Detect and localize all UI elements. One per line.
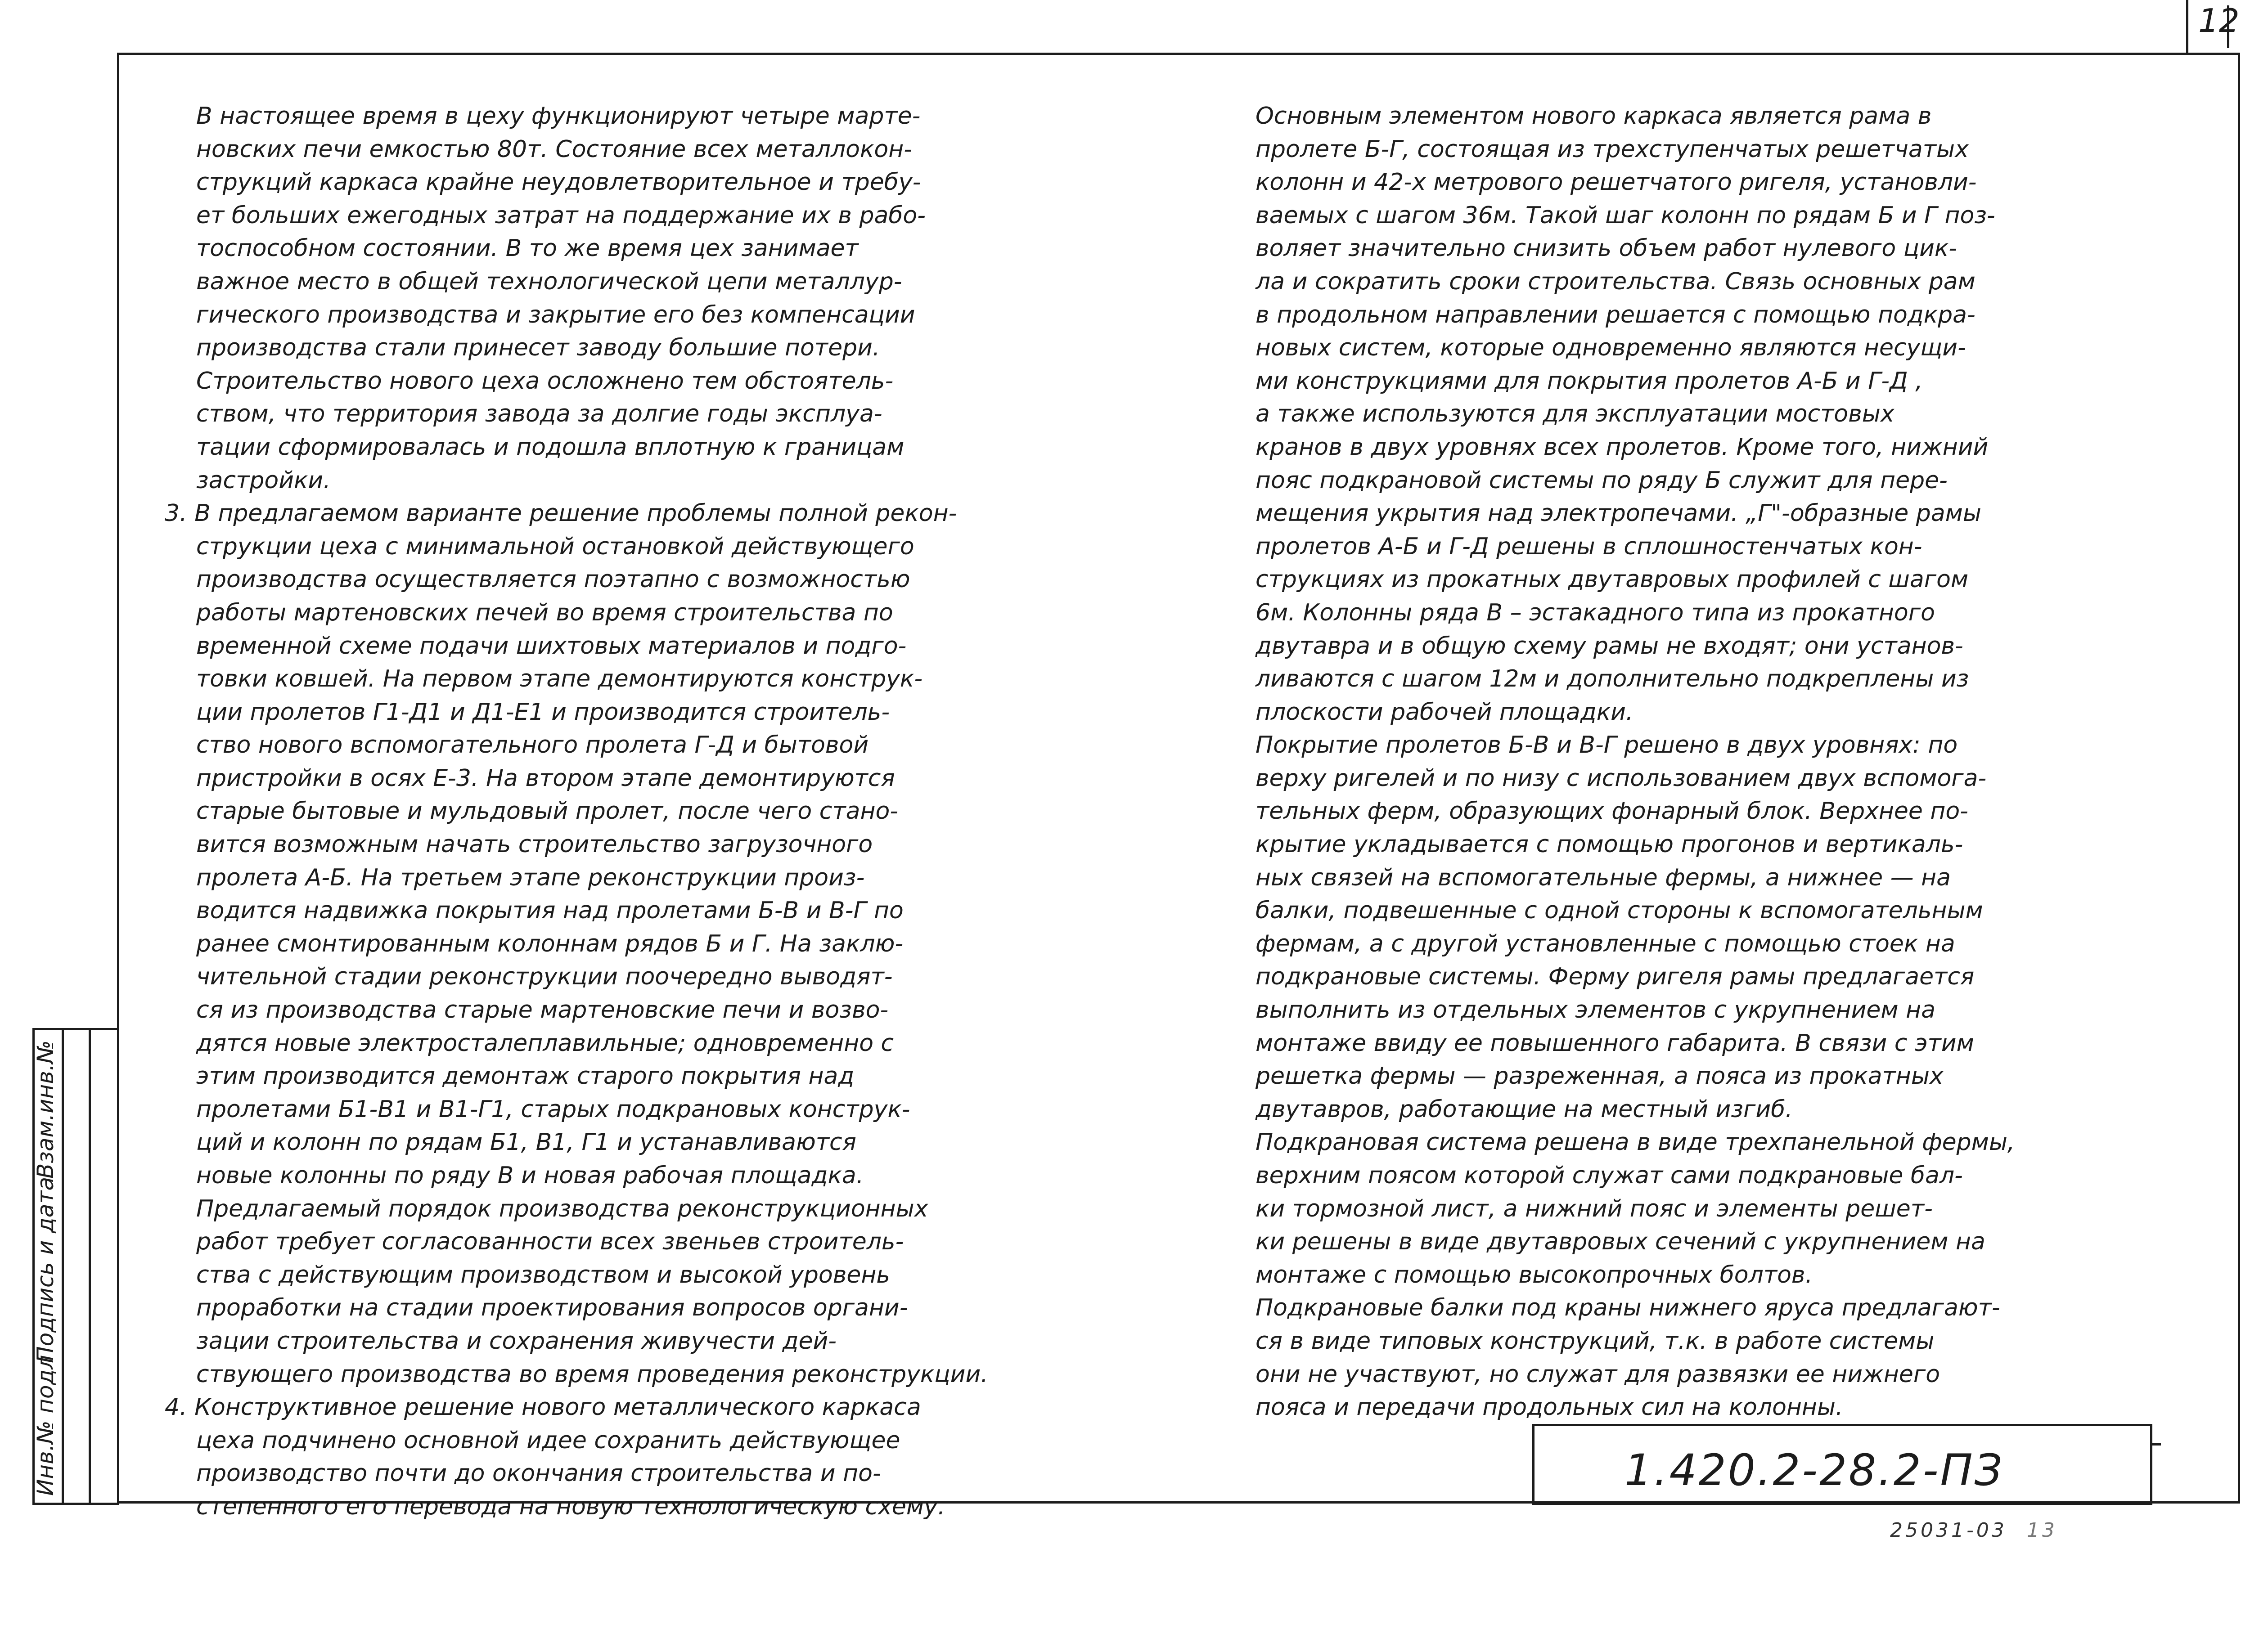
left-text-column [165,100,988,1524]
text-line: Покрытие пролетов Б-В и В-Г решено в двух уровнях: по [1256,732,1958,759]
text-line: ки решены в виде двутавровых сечений с укрупнением на [1256,1228,1985,1256]
text-line: пояс подкрановой системы по ряду Б служит для пере- [1256,467,1948,494]
margin-divider [89,1030,91,1503]
title-block [1532,1424,2152,1505]
text-line: вится возможным начать строительство загрузочного [196,831,873,858]
text-line: струкции цеха с минимальной остановкой действующего [196,533,914,560]
text-line: пролетов А-Б и Г-Д решены в сплошностенчатых кон- [1256,533,1922,560]
text-line: 4. Конструктивное решение нового металлического каркаса [165,1394,921,1421]
text-line: решетка фермы — разреженная, а пояса из прокатных [1256,1063,1944,1090]
text-line: чительной стадии реконструкции поочередно выводят- [196,963,893,991]
text-line: гического производства и закрытие его без компенсации [196,301,915,328]
text-line: тоспособном состоянии. В то же время цех занимает [196,235,859,262]
text-line: струкциях из прокатных двутавровых профилей с шагом [1256,566,1969,593]
text-line: ла и сократить сроки строительства. Связь основных рам [1256,268,1976,295]
margin-labels [29,1030,69,1499]
text-line: струкций каркаса крайне неудовлетворительное и требу- [196,169,921,196]
margin-label-vzam-inv: Взам.инв.№ [32,1040,58,1179]
text-line: этим производится демонтаж старого покрытия над [196,1063,855,1090]
text-line: водится надвижка покрытия над пролетами Б-В и В-Г по [196,897,904,925]
text-line: ций и колонн по рядам Б1, В1, Г1 и устанавливаются [196,1129,856,1156]
text-line: тации сформировалась и подошла вплотную к границам [196,433,904,461]
text-line: крытие укладывается с помощью прогонов и вертикаль- [1256,831,1963,858]
text-line: пролете Б-Г, состоящая из трехступенчатых решетчатых [1256,135,1969,163]
text-line: работ требует согласованности всех звеньев строитель- [196,1228,904,1256]
text-line: пристройки в осях Е-3. На втором этапе демонтируются [196,764,895,792]
text-line: ся в виде типовых конструкций, т.к. в работе системы [1256,1327,1935,1355]
text-line: пролетами Б1-В1 и В1-Г1, старых подкрановых конструк- [196,1095,910,1123]
margin-label-inv-podl: Инв.№ подл [32,1355,58,1496]
text-line: ливаются с шагом 12м и дополнительно подкреплены из [1256,665,1969,693]
text-line: дятся новые электросталеплавильные; одновременно с [196,1029,894,1057]
text-line: В настоящее время в цеху функционируют четыре марте- [196,103,921,130]
text-line: пролета А-Б. На третьем этапе реконструкции произ- [196,864,865,891]
text-line: старые бытовые и мульдовый пролет, после чего стано- [196,798,899,825]
text-line: 6м. Колонны ряда В – эстакадного типа из прокатного [1256,599,1935,626]
archive-stamp-suffix: 13 [2026,1519,2057,1542]
text-line: застройки. [196,467,331,494]
title-block-stub [2152,1443,2161,1446]
text-line: новских печи емкостью 80т. Состояние всех металлокон- [196,135,912,163]
document-code: 1.420.2-28.2-ПЗ [1624,1445,2004,1495]
text-line: верхним поясом которой служат сами подкрановые бал- [1256,1162,1963,1189]
text-line: ство нового вспомогательного пролета Г-Д и бытовой [196,732,869,759]
text-line: колонн и 42-х метрового решетчатого ригеля, установли- [1256,169,1977,196]
text-line: двутавра и в общую схему рамы не входят; они установ- [1256,632,1963,660]
text-line: Подкрановые балки под краны нижнего яруса предлагают- [1256,1294,2000,1322]
text-line: производства осуществляется поэтапно с возможностью [196,566,910,593]
text-line: ранее смонтированным колоннам рядов Б и Г. На заклю- [196,930,904,957]
text-line: пояса и передачи продольных сил на колонны. [1256,1394,1843,1421]
text-line: работы мартеновских печей во время строительства по [196,599,893,626]
text-line: Основным элементом нового каркаса является рама в [1256,103,1932,130]
text-line: товки ковшей. На первом этапе демонтируются конструк- [196,665,923,693]
text-line: ных связей на вспомогательные фермы, а нижнее — на [1256,864,1951,891]
text-line: ствующего производства во время проведения реконструкции. [196,1360,988,1388]
text-line: в продольном направлении решается с помощью подкра- [1256,301,1976,328]
text-line: кранов в двух уровнях всех пролетов. Кроме того, нижний [1256,433,1989,461]
text-line: Предлагаемый порядок производства реконструкционных [196,1195,928,1222]
text-line: двутавров, работающие на местный изгиб. [1256,1095,1793,1123]
text-line: 3. В предлагаемом варианте решение проблемы полной рекон- [165,500,957,527]
text-line: фермам, а с другой установленные с помощью стоек на [1256,930,1955,957]
text-line: зации строительства и сохранения живучести дей- [196,1327,837,1355]
text-line: ет больших ежегодных затрат на поддержание их в рабо- [196,202,926,229]
text-line: временной схеме подачи шихтовых материалов и подго- [196,632,907,660]
text-line: ся из производства старые мартеновские печи и возво- [196,997,889,1024]
text-line: проработки на стадии проектирования вопросов органи- [196,1294,908,1322]
text-line: выполнить из отдельных элементов с укрупнением на [1256,997,1936,1024]
text-line: Строительство нового цеха осложнено тем обстоятель- [196,367,894,395]
text-line: ваемых с шагом 36м. Такой шаг колонн по рядам Б и Г поз- [1256,202,1995,229]
text-line: они не участвуют, но служат для развязки ее нижнего [1256,1360,1940,1388]
text-line: а также используются для эксплуатации мостовых [1256,400,1894,428]
text-line: новые колонны по ряду В и новая рабочая площадка. [196,1162,864,1189]
text-line: ством, что территория завода за долгие годы эксплуа- [196,400,882,428]
text-line: важное место в общей технологической цепи металлур- [196,268,902,295]
text-line: монтаже ввиду ее повышенного габарита. В связи с этим [1256,1029,1974,1057]
text-line: ми конструкциями для покрытия пролетов А-Б и Г-Д , [1256,367,1923,395]
text-line: подкрановые системы. Ферму ригеля рамы предлагается [1256,963,1975,991]
text-line: монтаже с помощью высокопрочных болтов. [1256,1261,1813,1288]
text-line: плоскости рабочей площадки. [1256,698,1634,726]
text-line: воляет значительно снизить объем работ нулевого цик- [1256,235,1958,262]
text-line: цеха подчинено основной идее сохранить действующее [196,1427,900,1454]
page-number: 12 [2198,2,2240,40]
text-line: производства стали принесет заводу большие потери. [196,334,880,362]
page-number-box [2186,0,2238,53]
right-text-column [1256,100,2015,1424]
text-line: производство почти до окончания строительства и по- [196,1460,881,1487]
text-line: ки тормозной лист, а нижний пояс и элементы решет- [1256,1195,1933,1222]
margin-label-signature-date: Подпись и дата [32,1176,58,1363]
archive-stamp-code: 25031-03 [1890,1519,2007,1542]
text-line: Подкрановая система решена в виде трехпанельной фермы, [1256,1129,2015,1156]
archive-stamp [1890,1519,2057,1542]
text-line: балки, подвешенные с одной стороны к вспомогательным [1256,897,1983,925]
text-line: верху ригелей и по низу с использованием двух вспомога- [1256,764,1987,792]
text-line: тельных ферм, образующих фонарный блок. Верхнее по- [1256,798,1968,825]
text-line: степенного его перевода на новую технологическую схему. [196,1493,945,1520]
text-line: мещения укрытия над электропечами. „Г"-образные рамы [1256,500,1981,527]
text-line: новых систем, которые одновременно являются несущи- [1256,334,1966,362]
text-line: ции пролетов Г1-Д1 и Д1-Е1 и производится строитель- [196,698,890,726]
text-line: ства с действующим производством и высокой уровень [196,1261,891,1288]
